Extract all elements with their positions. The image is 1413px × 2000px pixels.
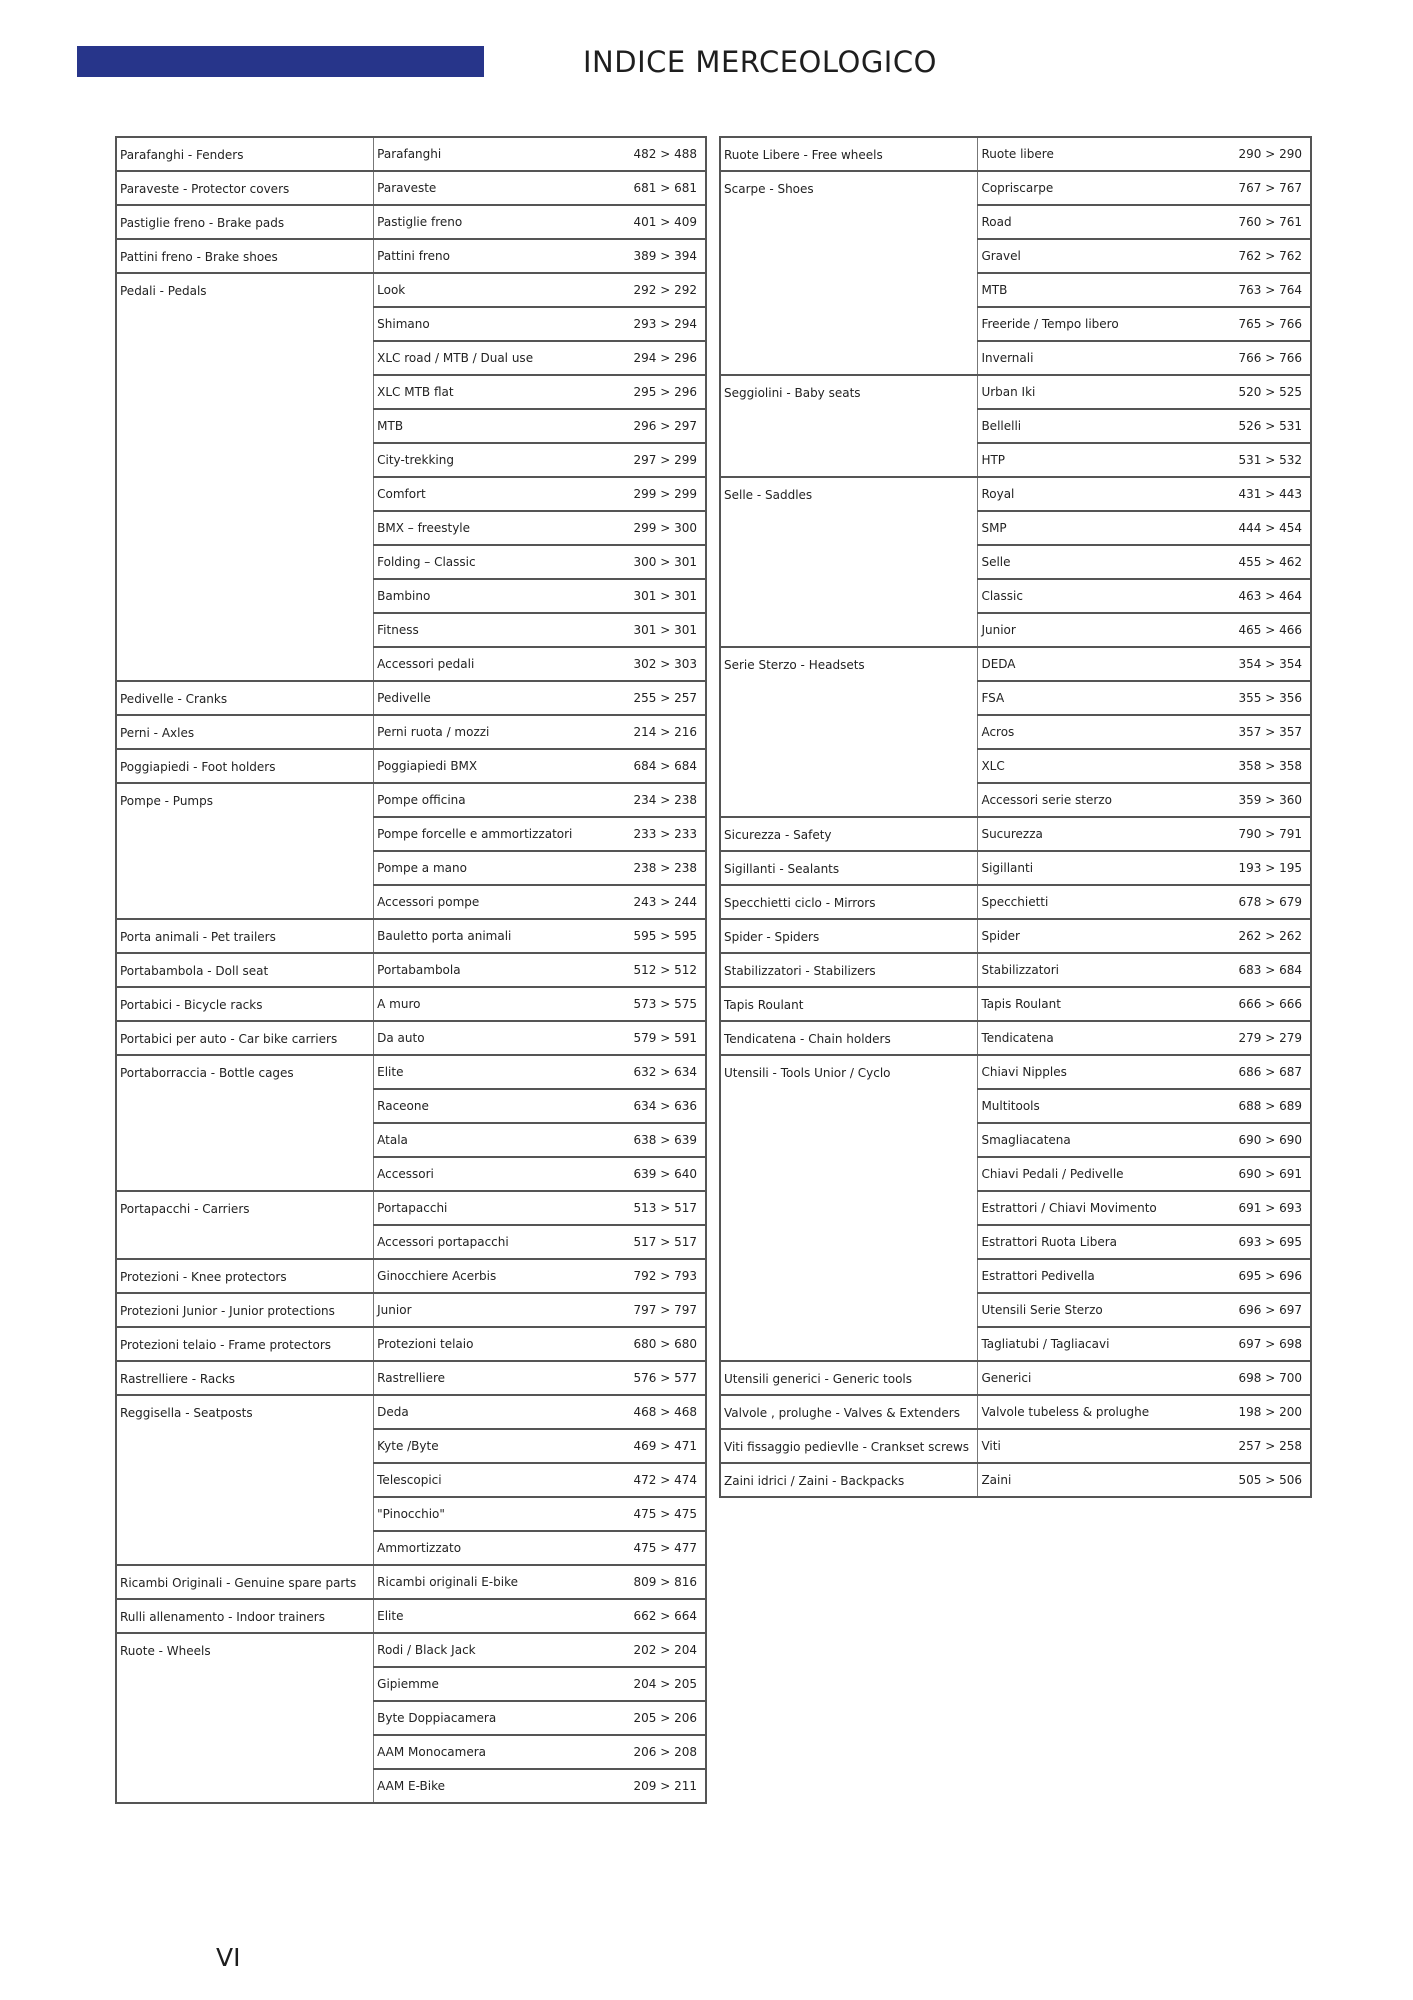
subcategory-cell: Accessori <box>374 1157 630 1191</box>
page-range-cell: 193 > 195 <box>1235 851 1311 885</box>
category-cell: Utensili generici - Generic tools <box>720 1361 978 1395</box>
subcategory-cell: Viti <box>978 1429 1235 1463</box>
page-range-cell: 579 > 591 <box>630 1021 706 1055</box>
page-range-cell: 300 > 301 <box>630 545 706 579</box>
subcategory-cell: Elite <box>374 1599 630 1633</box>
index-row <box>116 1395 706 1429</box>
subcategory-cell: Junior <box>374 1293 630 1327</box>
subcategory-cell: Junior <box>978 613 1235 647</box>
page-range-cell: 243 > 244 <box>630 885 706 919</box>
page-range-cell: 214 > 216 <box>630 715 706 749</box>
category-cell: Portabambola - Doll seat <box>116 953 374 987</box>
index-row <box>720 851 1311 885</box>
category-cell: Sicurezza - Safety <box>720 817 978 851</box>
subcategory-cell: Kyte /Byte <box>374 1429 630 1463</box>
page-range-cell: 666 > 666 <box>1235 987 1311 1021</box>
index-row <box>720 647 1311 681</box>
index-row <box>116 715 706 749</box>
category-cell: Specchietti ciclo - Mirrors <box>720 885 978 919</box>
subcategory-cell: Tendicatena <box>978 1021 1235 1055</box>
subcategory-cell: Ricambi originali E-bike <box>374 1565 630 1599</box>
index-row <box>116 987 706 1021</box>
index-row <box>116 273 706 307</box>
subcategory-cell: Parafanghi <box>374 137 630 171</box>
category-cell: Portaborraccia - Bottle cages <box>116 1055 374 1191</box>
page-range-cell: 576 > 577 <box>630 1361 706 1395</box>
category-cell: Spider - Spiders <box>720 919 978 953</box>
subcategory-cell: FSA <box>978 681 1235 715</box>
page-range-cell: 198 > 200 <box>1235 1395 1311 1429</box>
index-row <box>720 885 1311 919</box>
index-row <box>116 1633 706 1667</box>
category-cell: Pattini freno - Brake shoes <box>116 239 374 273</box>
subcategory-cell: Bambino <box>374 579 630 613</box>
page-range-cell: 233 > 233 <box>630 817 706 851</box>
subcategory-cell: Gravel <box>978 239 1235 273</box>
page-range-cell: 463 > 464 <box>1235 579 1311 613</box>
category-cell: Stabilizzatori - Stabilizers <box>720 953 978 987</box>
page-range-cell: 234 > 238 <box>630 783 706 817</box>
subcategory-cell: Sigillanti <box>978 851 1235 885</box>
category-cell: Ruote Libere - Free wheels <box>720 137 978 171</box>
page-range-cell: 359 > 360 <box>1235 783 1311 817</box>
index-row <box>116 137 706 171</box>
subcategory-cell: XLC road / MTB / Dual use <box>374 341 630 375</box>
page-range-cell: 688 > 689 <box>1235 1089 1311 1123</box>
page-range-cell: 690 > 690 <box>1235 1123 1311 1157</box>
subcategory-cell: Bellelli <box>978 409 1235 443</box>
subcategory-cell: Look <box>374 273 630 307</box>
page-range-cell: 297 > 299 <box>630 443 706 477</box>
page-range-cell: 762 > 762 <box>1235 239 1311 273</box>
page-range-cell: 262 > 262 <box>1235 919 1311 953</box>
subcategory-cell: Specchietti <box>978 885 1235 919</box>
index-row <box>116 1021 706 1055</box>
subcategory-cell: Zaini <box>978 1463 1235 1497</box>
category-cell: Porta animali - Pet trailers <box>116 919 374 953</box>
subcategory-cell: Stabilizzatori <box>978 953 1235 987</box>
page-range-cell: 760 > 761 <box>1235 205 1311 239</box>
page-range-cell: 257 > 258 <box>1235 1429 1311 1463</box>
page-range-cell: 299 > 300 <box>630 511 706 545</box>
page-range-cell: 302 > 303 <box>630 647 706 681</box>
category-cell: Utensili - Tools Unior / Cyclo <box>720 1055 978 1361</box>
index-row <box>116 1191 706 1225</box>
subcategory-cell: Chiavi Nipples <box>978 1055 1235 1089</box>
subcategory-cell: Ginocchiere Acerbis <box>374 1259 630 1293</box>
subcategory-cell: Estrattori Pedivella <box>978 1259 1235 1293</box>
page-number: VI <box>216 1943 241 1972</box>
index-row <box>720 987 1311 1021</box>
category-cell: Tendicatena - Chain holders <box>720 1021 978 1055</box>
page-range-cell: 204 > 205 <box>630 1667 706 1701</box>
subcategory-cell: Pompe forcelle e ammortizzatori <box>374 817 630 851</box>
subcategory-cell: Tapis Roulant <box>978 987 1235 1021</box>
subcategory-cell: Folding – Classic <box>374 545 630 579</box>
subcategory-cell: AAM E-Bike <box>374 1769 630 1803</box>
category-cell: Ricambi Originali - Genuine spare parts <box>116 1565 374 1599</box>
category-cell: Protezioni Junior - Junior protections <box>116 1293 374 1327</box>
subcategory-cell: Urban Iki <box>978 375 1235 409</box>
page-range-cell: 662 > 664 <box>630 1599 706 1633</box>
index-row <box>116 1055 706 1089</box>
category-cell: Serie Sterzo - Headsets <box>720 647 978 817</box>
category-cell: Pedivelle - Cranks <box>116 681 374 715</box>
category-cell: Pedali - Pedals <box>116 273 374 681</box>
page-range-cell: 295 > 296 <box>630 375 706 409</box>
category-cell: Parafanghi - Fenders <box>116 137 374 171</box>
page-range-cell: 695 > 696 <box>1235 1259 1311 1293</box>
page-range-cell: 354 > 354 <box>1235 647 1311 681</box>
subcategory-cell: Smagliacatena <box>978 1123 1235 1157</box>
page-range-cell: 475 > 475 <box>630 1497 706 1531</box>
page-range-cell: 790 > 791 <box>1235 817 1311 851</box>
page-range-cell: 767 > 767 <box>1235 171 1311 205</box>
page-range-cell: 358 > 358 <box>1235 749 1311 783</box>
subcategory-cell: Ruote libere <box>978 137 1235 171</box>
page-range-cell: 697 > 698 <box>1235 1327 1311 1361</box>
page-range-cell: 531 > 532 <box>1235 443 1311 477</box>
index-row <box>116 749 706 783</box>
index-row <box>116 1361 706 1395</box>
index-row <box>720 1055 1311 1089</box>
index-row <box>720 171 1311 205</box>
subcategory-cell: Accessori pedali <box>374 647 630 681</box>
page-range-cell: 472 > 474 <box>630 1463 706 1497</box>
index-row <box>116 1259 706 1293</box>
subcategory-cell: Accessori pompe <box>374 885 630 919</box>
subcategory-cell: Bauletto porta animali <box>374 919 630 953</box>
subcategory-cell: Pompe a mano <box>374 851 630 885</box>
page-range-cell: 455 > 462 <box>1235 545 1311 579</box>
page-range-cell: 526 > 531 <box>1235 409 1311 443</box>
category-cell: Pompe - Pumps <box>116 783 374 919</box>
subcategory-cell: Royal <box>978 477 1235 511</box>
subcategory-cell: MTB <box>374 409 630 443</box>
category-cell: Scarpe - Shoes <box>720 171 978 375</box>
index-row <box>116 919 706 953</box>
page-range-cell: 797 > 797 <box>630 1293 706 1327</box>
category-cell: Valvole , prolughe - Valves & Extenders <box>720 1395 978 1429</box>
subcategory-cell: Utensili Serie Sterzo <box>978 1293 1235 1327</box>
index-row <box>116 783 706 817</box>
subcategory-cell: Da auto <box>374 1021 630 1055</box>
subcategory-cell: BMX – freestyle <box>374 511 630 545</box>
page-range-cell: 696 > 697 <box>1235 1293 1311 1327</box>
page-range-cell: 512 > 512 <box>630 953 706 987</box>
page-range-cell: 520 > 525 <box>1235 375 1311 409</box>
page-range-cell: 681 > 681 <box>630 171 706 205</box>
category-cell: Protezioni - Knee protectors <box>116 1259 374 1293</box>
index-row <box>720 1395 1311 1429</box>
page-range-cell: 683 > 684 <box>1235 953 1311 987</box>
page-range-cell: 301 > 301 <box>630 613 706 647</box>
category-cell: Rulli allenamento - Indoor trainers <box>116 1599 374 1633</box>
subcategory-cell: Estrattori / Chiavi Movimento <box>978 1191 1235 1225</box>
subcategory-cell: Acros <box>978 715 1235 749</box>
subcategory-cell: Copriscarpe <box>978 171 1235 205</box>
subcategory-cell: Road <box>978 205 1235 239</box>
page-range-cell: 684 > 684 <box>630 749 706 783</box>
index-row <box>116 681 706 715</box>
subcategory-cell: Comfort <box>374 477 630 511</box>
page-range-cell: 809 > 816 <box>630 1565 706 1599</box>
page-range-cell: 238 > 238 <box>630 851 706 885</box>
page-range-cell: 355 > 356 <box>1235 681 1311 715</box>
page-range-cell: 691 > 693 <box>1235 1191 1311 1225</box>
index-row <box>116 1327 706 1361</box>
page-range-cell: 693 > 695 <box>1235 1225 1311 1259</box>
index-table-left-body <box>116 137 706 1803</box>
subcategory-cell: Perni ruota / mozzi <box>374 715 630 749</box>
page-range-cell: 290 > 290 <box>1235 137 1311 171</box>
subcategory-cell: City-trekking <box>374 443 630 477</box>
index-row <box>116 205 706 239</box>
subcategory-cell: Tagliatubi / Tagliacavi <box>978 1327 1235 1361</box>
subcategory-cell: Rodi / Black Jack <box>374 1633 630 1667</box>
page-range-cell: 279 > 279 <box>1235 1021 1311 1055</box>
page-range-cell: 505 > 506 <box>1235 1463 1311 1497</box>
category-cell: Sigillanti - Sealants <box>720 851 978 885</box>
subcategory-cell: Chiavi Pedali / Pedivelle <box>978 1157 1235 1191</box>
subcategory-cell: Telescopici <box>374 1463 630 1497</box>
page-range-cell: 595 > 595 <box>630 919 706 953</box>
subcategory-cell: Accessori portapacchi <box>374 1225 630 1259</box>
page-range-cell: 517 > 517 <box>630 1225 706 1259</box>
page-range-cell: 573 > 575 <box>630 987 706 1021</box>
page-range-cell: 465 > 466 <box>1235 613 1311 647</box>
index-row <box>116 239 706 273</box>
page-range-cell: 202 > 204 <box>630 1633 706 1667</box>
subcategory-cell: HTP <box>978 443 1235 477</box>
index-row <box>116 1599 706 1633</box>
subcategory-cell: Valvole tubeless & prolughe <box>978 1395 1235 1429</box>
index-table-right <box>719 136 1312 1498</box>
category-cell: Selle - Saddles <box>720 477 978 647</box>
header-accent-bar <box>77 46 484 77</box>
subcategory-cell: Paraveste <box>374 171 630 205</box>
page-range-cell: 301 > 301 <box>630 579 706 613</box>
subcategory-cell: Spider <box>978 919 1235 953</box>
subcategory-cell: Pompe officina <box>374 783 630 817</box>
category-cell: Seggiolini - Baby seats <box>720 375 978 477</box>
subcategory-cell: Shimano <box>374 307 630 341</box>
index-table-right-body <box>720 137 1311 1497</box>
index-row <box>720 137 1311 171</box>
subcategory-cell: Portabambola <box>374 953 630 987</box>
category-cell: Poggiapiedi - Foot holders <box>116 749 374 783</box>
subcategory-cell: Freeride / Tempo libero <box>978 307 1235 341</box>
subcategory-cell: Generici <box>978 1361 1235 1395</box>
index-row <box>116 953 706 987</box>
page-range-cell: 357 > 357 <box>1235 715 1311 749</box>
subcategory-cell: "Pinocchio" <box>374 1497 630 1531</box>
index-row <box>720 919 1311 953</box>
page-range-cell: 293 > 294 <box>630 307 706 341</box>
subcategory-cell: MTB <box>978 273 1235 307</box>
page-range-cell: 468 > 468 <box>630 1395 706 1429</box>
category-cell: Portapacchi - Carriers <box>116 1191 374 1259</box>
subcategory-cell: Poggiapiedi BMX <box>374 749 630 783</box>
page-range-cell: 513 > 517 <box>630 1191 706 1225</box>
subcategory-cell: Protezioni telaio <box>374 1327 630 1361</box>
subcategory-cell: Sucurezza <box>978 817 1235 851</box>
page-range-cell: 294 > 296 <box>630 341 706 375</box>
index-row <box>720 477 1311 511</box>
page-range-cell: 639 > 640 <box>630 1157 706 1191</box>
page-range-cell: 206 > 208 <box>630 1735 706 1769</box>
category-cell: Perni - Axles <box>116 715 374 749</box>
page-range-cell: 431 > 443 <box>1235 477 1311 511</box>
category-cell: Ruote - Wheels <box>116 1633 374 1803</box>
page-range-cell: 678 > 679 <box>1235 885 1311 919</box>
page-range-cell: 255 > 257 <box>630 681 706 715</box>
page-range-cell: 765 > 766 <box>1235 307 1311 341</box>
index-row <box>116 171 706 205</box>
page-range-cell: 690 > 691 <box>1235 1157 1311 1191</box>
subcategory-cell: Gipiemme <box>374 1667 630 1701</box>
subcategory-cell: Deda <box>374 1395 630 1429</box>
index-row <box>116 1565 706 1599</box>
page-range-cell: 292 > 292 <box>630 273 706 307</box>
page-range-cell: 686 > 687 <box>1235 1055 1311 1089</box>
index-row <box>720 817 1311 851</box>
subcategory-cell: XLC MTB flat <box>374 375 630 409</box>
subcategory-cell: Pastiglie freno <box>374 205 630 239</box>
category-cell: Zaini idrici / Zaini - Backpacks <box>720 1463 978 1497</box>
page-range-cell: 634 > 636 <box>630 1089 706 1123</box>
page-range-cell: 482 > 488 <box>630 137 706 171</box>
subcategory-cell: Multitools <box>978 1089 1235 1123</box>
index-row <box>720 953 1311 987</box>
index-row <box>720 1463 1311 1497</box>
subcategory-cell: Portapacchi <box>374 1191 630 1225</box>
subcategory-cell: Selle <box>978 545 1235 579</box>
page-range-cell: 299 > 299 <box>630 477 706 511</box>
page-range-cell: 469 > 471 <box>630 1429 706 1463</box>
category-cell: Paraveste - Protector covers <box>116 171 374 205</box>
page-range-cell: 680 > 680 <box>630 1327 706 1361</box>
subcategory-cell: Fitness <box>374 613 630 647</box>
subcategory-cell: SMP <box>978 511 1235 545</box>
category-cell: Viti fissaggio pedievlle - Crankset screws <box>720 1429 978 1463</box>
page-range-cell: 444 > 454 <box>1235 511 1311 545</box>
category-cell: Protezioni telaio - Frame protectors <box>116 1327 374 1361</box>
subcategory-cell: Elite <box>374 1055 630 1089</box>
category-cell: Pastiglie freno - Brake pads <box>116 205 374 239</box>
subcategory-cell: AAM Monocamera <box>374 1735 630 1769</box>
index-row <box>720 375 1311 409</box>
subcategory-cell: Ammortizzato <box>374 1531 630 1565</box>
index-row <box>720 1429 1311 1463</box>
subcategory-cell: Estrattori Ruota Libera <box>978 1225 1235 1259</box>
subcategory-cell: Pattini freno <box>374 239 630 273</box>
page-range-cell: 209 > 211 <box>630 1769 706 1803</box>
page-range-cell: 475 > 477 <box>630 1531 706 1565</box>
page-range-cell: 205 > 206 <box>630 1701 706 1735</box>
subcategory-cell: DEDA <box>978 647 1235 681</box>
subcategory-cell: Accessori serie sterzo <box>978 783 1235 817</box>
index-row <box>116 1293 706 1327</box>
page-range-cell: 698 > 700 <box>1235 1361 1311 1395</box>
page-range-cell: 638 > 639 <box>630 1123 706 1157</box>
category-cell: Portabici per auto - Car bike carriers <box>116 1021 374 1055</box>
index-row <box>720 1361 1311 1395</box>
category-cell: Reggisella - Seatposts <box>116 1395 374 1565</box>
category-cell: Tapis Roulant <box>720 987 978 1021</box>
page-range-cell: 632 > 634 <box>630 1055 706 1089</box>
page-range-cell: 792 > 793 <box>630 1259 706 1293</box>
index-table-left <box>115 136 707 1804</box>
subcategory-cell: Byte Doppiacamera <box>374 1701 630 1735</box>
subcategory-cell: Classic <box>978 579 1235 613</box>
subcategory-cell: A muro <box>374 987 630 1021</box>
page-range-cell: 763 > 764 <box>1235 273 1311 307</box>
subcategory-cell: Raceone <box>374 1089 630 1123</box>
page-title: INDICE MERCEOLOGICO <box>583 45 937 79</box>
page-range-cell: 766 > 766 <box>1235 341 1311 375</box>
category-cell: Rastrelliere - Racks <box>116 1361 374 1395</box>
index-row <box>720 1021 1311 1055</box>
page-range-cell: 296 > 297 <box>630 409 706 443</box>
subcategory-cell: Invernali <box>978 341 1235 375</box>
page-range-cell: 401 > 409 <box>630 205 706 239</box>
subcategory-cell: Pedivelle <box>374 681 630 715</box>
subcategory-cell: XLC <box>978 749 1235 783</box>
subcategory-cell: Atala <box>374 1123 630 1157</box>
subcategory-cell: Rastrelliere <box>374 1361 630 1395</box>
page-range-cell: 389 > 394 <box>630 239 706 273</box>
category-cell: Portabici - Bicycle racks <box>116 987 374 1021</box>
